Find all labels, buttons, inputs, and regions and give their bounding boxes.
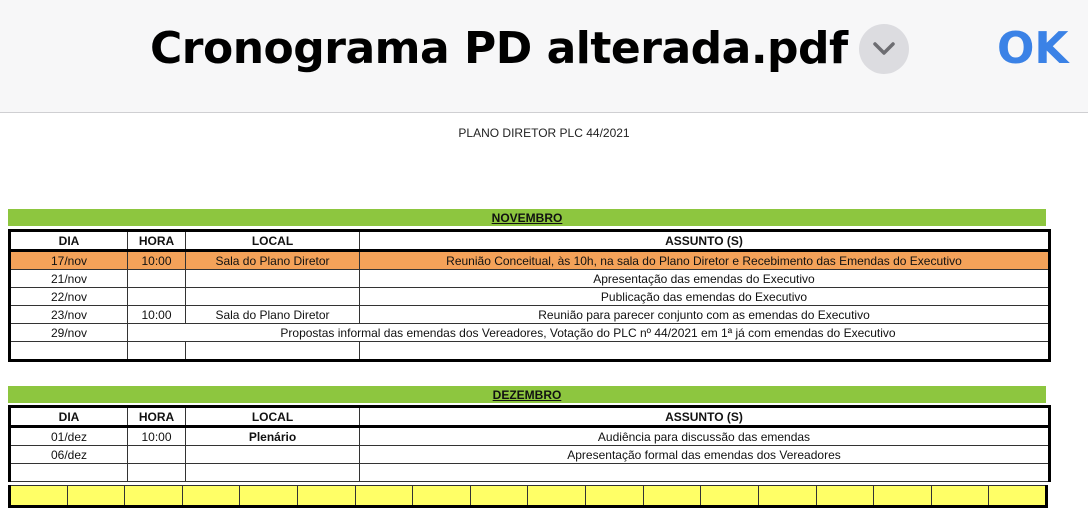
- cell-dia: 23/nov: [10, 306, 128, 324]
- col-header-hora: HORA: [128, 407, 186, 427]
- cell-empty: [10, 342, 128, 361]
- cell-local: Sala do Plano Diretor: [186, 306, 360, 324]
- yellow-cell: [643, 486, 701, 507]
- cell-empty: [128, 464, 186, 482]
- yellow-cell: [67, 486, 125, 507]
- cell-assunto: Publicação das emendas do Executivo: [360, 288, 1050, 306]
- cell-assunto: Apresentação formal das emendas dos Vereadores: [360, 446, 1050, 464]
- col-header-hora: HORA: [128, 231, 186, 251]
- month-label: NOVEMBRO: [491, 211, 563, 225]
- yellow-filler-row: [8, 485, 1048, 508]
- table-row: [10, 251, 1050, 270]
- yellow-cell: [240, 486, 298, 507]
- month-label: DEZEMBRO: [492, 388, 562, 402]
- cell-dia: 29/nov: [10, 324, 128, 342]
- cell-local: [186, 270, 360, 288]
- cell-hora: [128, 446, 186, 464]
- cell-local: Plenário: [186, 427, 360, 446]
- cell-dia: 01/dez: [10, 427, 128, 446]
- ok-button[interactable]: OK: [997, 23, 1069, 74]
- col-header-assunto: ASSUNTO (S): [360, 231, 1050, 251]
- col-header-local: LOCAL: [186, 231, 360, 251]
- yellow-cell: [701, 486, 759, 507]
- yellow-cell: [298, 486, 356, 507]
- cell-dia: 17/nov: [10, 251, 128, 270]
- cell-empty: [360, 464, 1050, 482]
- yellow-cell: [989, 486, 1047, 507]
- cell-dia: 22/nov: [10, 288, 128, 306]
- yellow-cell: [816, 486, 874, 507]
- yellow-cell: [10, 486, 68, 507]
- yellow-cell: [355, 486, 413, 507]
- cell-hora: 10:00: [128, 427, 186, 446]
- cell-assunto: Audiência para discussão das emendas: [360, 427, 1050, 446]
- table-row: [10, 306, 1050, 324]
- schedule-table-dezembro: [8, 405, 1051, 482]
- col-header-dia: DIA: [10, 407, 128, 427]
- table-row: [10, 324, 1050, 342]
- yellow-cell: [470, 486, 528, 507]
- yellow-cell: [528, 486, 586, 507]
- pdf-page: [0, 113, 1088, 523]
- table-header: [10, 407, 1050, 427]
- yellow-cell: [758, 486, 816, 507]
- cell-local: Sala do Plano Diretor: [186, 251, 360, 270]
- cell-hora: [128, 288, 186, 306]
- cell-assunto: Reunião Conceitual, às 10h, na sala do Plano Diretor e Recebimento das Emendas do Executivo: [360, 251, 1050, 270]
- page-heading: PLANO DIRETOR PLC 44/2021: [458, 126, 630, 140]
- cell-hora: [128, 270, 186, 288]
- yellow-cell: [874, 486, 932, 507]
- cell-merged-assunto: Propostas informal das emendas dos Vereadores, Votação do PLC nº 44/2021 em 1ª já com emendas do Executivo: [128, 324, 1050, 342]
- yellow-cell: [586, 486, 644, 507]
- month-band-dezembro: [8, 386, 1046, 403]
- cell-local: [186, 288, 360, 306]
- chevron-down-icon: [871, 39, 897, 59]
- cell-empty: [360, 342, 1050, 361]
- yellow-cell: [182, 486, 240, 507]
- cell-empty: [128, 342, 186, 361]
- cell-empty: [186, 342, 360, 361]
- document-title: Cronograma PD alterada.pdf: [150, 23, 848, 74]
- cell-assunto: Apresentação das emendas do Executivo: [360, 270, 1050, 288]
- cell-empty: [10, 464, 128, 482]
- pdf-viewer-toolbar: [0, 0, 1088, 113]
- cell-hora: 10:00: [128, 251, 186, 270]
- cell-empty: [186, 464, 360, 482]
- yellow-cell: [931, 486, 989, 507]
- cell-assunto: Reunião para parecer conjunto com as emendas do Executivo: [360, 306, 1050, 324]
- title-menu-button[interactable]: [859, 24, 909, 74]
- yellow-cell: [125, 486, 183, 507]
- schedule-table-novembro: [8, 229, 1051, 362]
- cell-hora: 10:00: [128, 306, 186, 324]
- cell-dia: 21/nov: [10, 270, 128, 288]
- table-row: [10, 427, 1050, 446]
- table-row: [10, 270, 1050, 288]
- col-header-local: LOCAL: [186, 407, 360, 427]
- col-header-dia: DIA: [10, 231, 128, 251]
- table-row-empty: [10, 342, 1050, 361]
- table-row: [10, 446, 1050, 464]
- table-header: [10, 231, 1050, 251]
- cell-dia: 06/dez: [10, 446, 128, 464]
- month-band-novembro: [8, 209, 1046, 226]
- table-row: [10, 288, 1050, 306]
- cell-local: [186, 446, 360, 464]
- col-header-assunto: ASSUNTO (S): [360, 407, 1050, 427]
- yellow-cell: [413, 486, 471, 507]
- table-row-empty: [10, 464, 1050, 482]
